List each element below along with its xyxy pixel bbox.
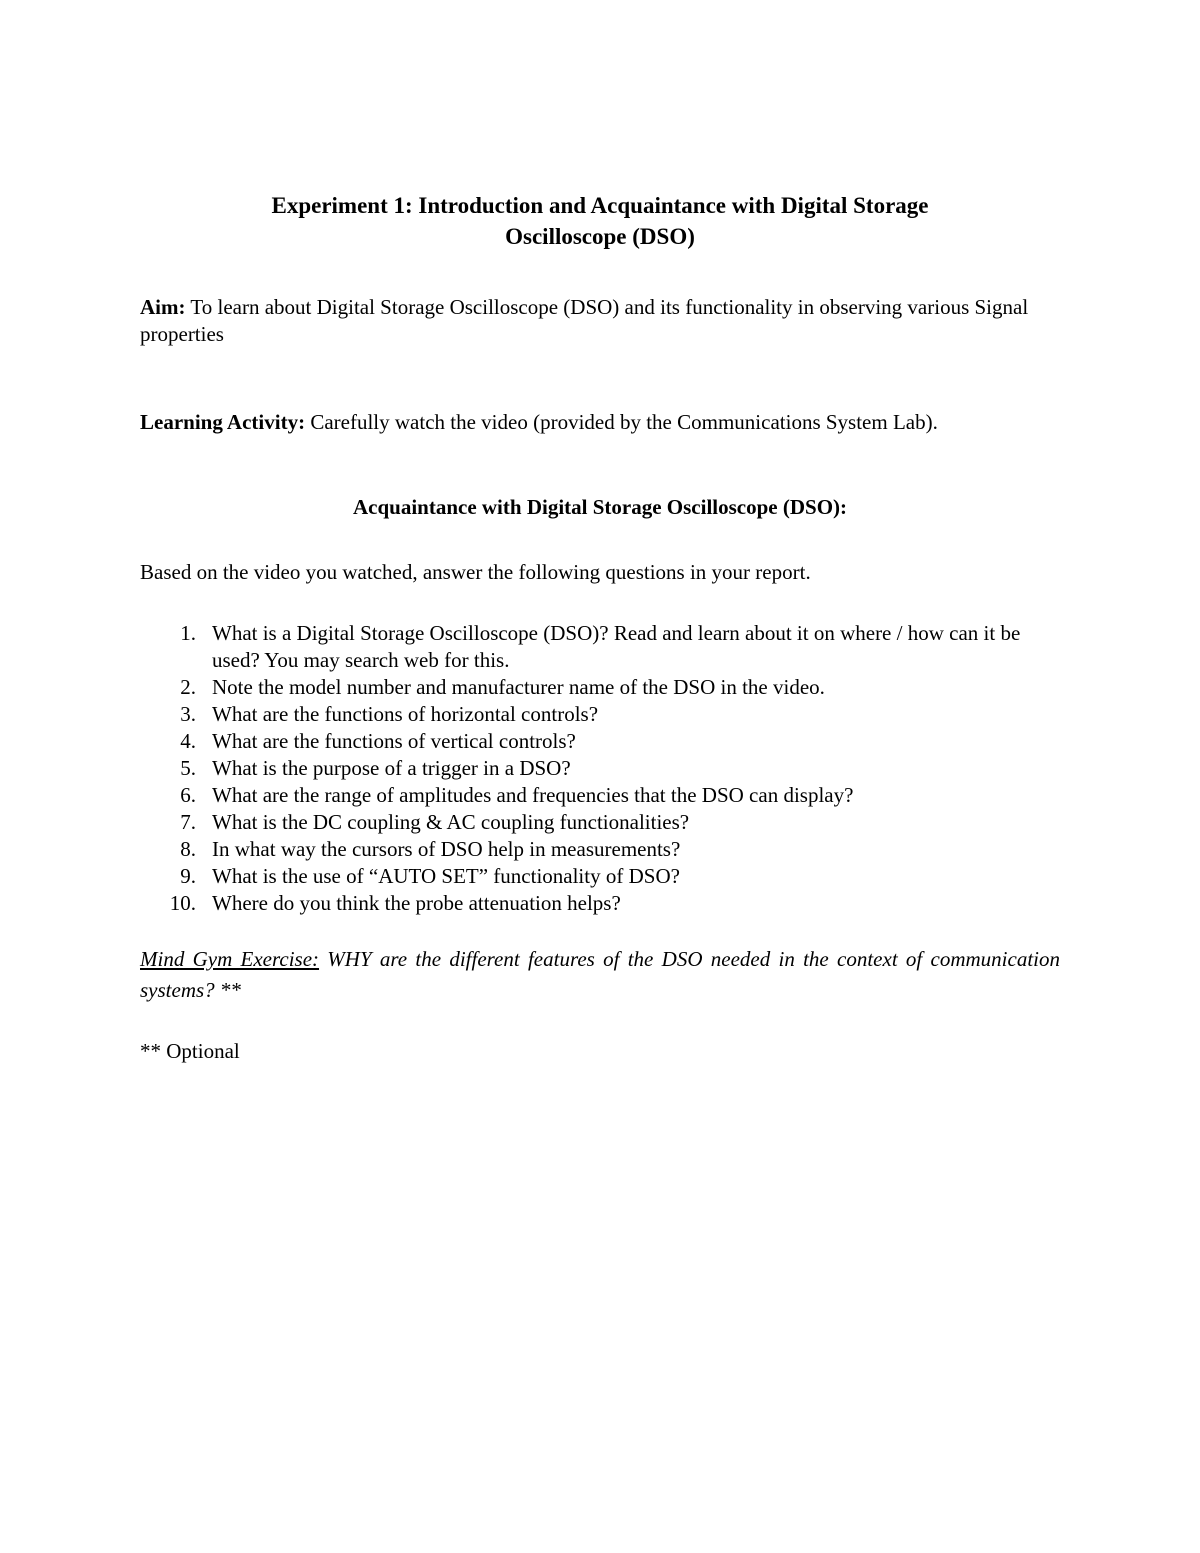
title-line-1: Experiment 1: Introduction and Acquaintance with Digital Storage (271, 193, 929, 218)
question-list (140, 620, 1060, 917)
question-item (140, 701, 1060, 728)
question-number: 9. (180, 864, 196, 888)
question-text: Note the model number and manufacturer name of the DSO in the video. (212, 675, 825, 699)
question-text: What are the functions of horizontal controls? (212, 702, 599, 726)
learning-activity-label: Learning Activity: (140, 410, 306, 434)
learning-activity-text: Carefully watch the video (provided by the Communications System Lab). (305, 410, 938, 434)
question-number: 2. (180, 675, 196, 699)
question-text: What is the purpose of a trigger in a DSO? (212, 756, 571, 780)
question-text: Where do you think the probe attenuation helps? (212, 891, 621, 915)
document-title (140, 190, 1060, 252)
learning-activity-paragraph (140, 409, 1060, 436)
section-heading: Acquaintance with Digital Storage Oscilloscope (DSO): (352, 495, 848, 519)
question-text: In what way the cursors of DSO help in measurements? (212, 837, 681, 861)
question-number: 4. (180, 729, 196, 753)
question-text: What are the range of amplitudes and frequencies that the DSO can display? (212, 783, 854, 807)
intro-paragraph: Based on the video you watched, answer the following questions in your report. (140, 560, 811, 584)
question-text: What are the functions of vertical controls? (212, 729, 576, 753)
question-item (140, 620, 1060, 674)
question-number: 5. (180, 756, 196, 780)
question-item (140, 890, 1060, 917)
question-item (140, 755, 1060, 782)
question-item (140, 782, 1060, 809)
optional-note: ** Optional (140, 1039, 240, 1063)
aim-paragraph (140, 294, 1060, 348)
question-number: 6. (180, 783, 196, 807)
question-item (140, 728, 1060, 755)
question-number: 8. (180, 837, 196, 861)
aim-text: To learn about Digital Storage Oscilloscope (DSO) and its functionality in observing various Signal properties (140, 295, 1029, 346)
question-text: What is the DC coupling & AC coupling functionalities? (212, 810, 690, 834)
question-number: 3. (180, 702, 196, 726)
mind-gym-text: WHY are the different features of the DSO needed in the context of communication systems? ** (140, 947, 1061, 1002)
question-text: What is the use of “AUTO SET” functionality of DSO? (212, 864, 680, 888)
question-number: 1. (180, 621, 196, 645)
aim-label: Aim: (140, 295, 186, 319)
mind-gym-paragraph (140, 944, 1060, 1006)
question-text: What is a Digital Storage Oscilloscope (DSO)? Read and learn about it on where / how can it be used? You may search web for this. (212, 621, 1021, 672)
question-item (140, 674, 1060, 701)
question-item (140, 863, 1060, 890)
title-line-2: Oscilloscope (DSO) (505, 224, 695, 249)
question-item (140, 809, 1060, 836)
question-number: 10. (169, 891, 196, 915)
mind-gym-label: Mind Gym Exercise: (140, 947, 320, 971)
question-number: 7. (180, 810, 196, 834)
question-item (140, 836, 1060, 863)
